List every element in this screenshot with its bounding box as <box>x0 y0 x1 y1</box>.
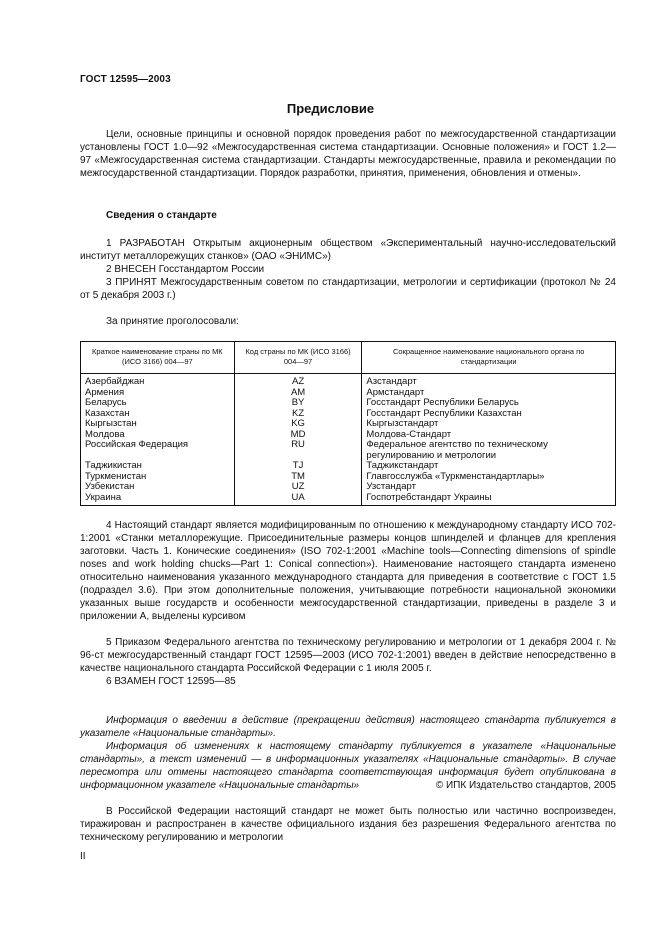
country-cell: Армения <box>81 388 235 399</box>
code-cell: KG <box>234 419 362 430</box>
body-cell: Госстандарт Республики Беларусь <box>362 398 616 409</box>
country-cell: Казахстан <box>81 409 235 420</box>
body-cell: Главгосслужба «Туркменстандартлары» <box>362 472 616 483</box>
copyright-line: © ИПК Издательство стандартов, 2005 <box>435 780 616 791</box>
item-2-paragraph: 2 ВНЕСЕН Госстандартом России <box>106 264 265 275</box>
body-cell: Федеральное агентство по техническому регулированию и метрологии <box>362 440 616 461</box>
country-cell: Кыргызстан <box>81 419 235 430</box>
country-cell: Молдова <box>81 430 235 441</box>
country-cell: Таджикистан <box>81 461 235 472</box>
body-cell: Узстандарт <box>362 482 616 493</box>
country-cell: Украина <box>81 493 235 506</box>
country-cell: Беларусь <box>81 398 235 409</box>
body-cell: Таджикстандарт <box>362 461 616 472</box>
column-header-body: Сокращенное наименование национального органа по стандартизации <box>362 342 616 374</box>
item-6-paragraph: 6 ВЗАМЕН ГОСТ 12595—85 <box>106 676 236 687</box>
code-cell: UZ <box>234 482 362 493</box>
code-cell: AM <box>234 388 362 399</box>
voting-states-table <box>80 341 616 506</box>
body-cell: Кыргызстандарт <box>362 419 616 430</box>
table-header-row <box>81 342 616 374</box>
document-id: ГОСТ 12595—2003 <box>80 74 171 85</box>
code-cell: TJ <box>234 461 362 472</box>
voted-label: За принятие проголосовали: <box>106 316 239 327</box>
country-cell: Туркменистан <box>81 472 235 483</box>
item-5-paragraph: 5 Приказом Федерального агентства по техническому регулированию и метрологии от 1 декабря 2004 г. № 96-ст межгосударственный стандарт ГОСТ 12595—2003 (ИСО 702-1:2001) введен в действие непосредственно в качестве национального стандарта Российской Федерации с 1 июля 2005 г. <box>80 637 616 674</box>
page-number: II <box>80 851 86 862</box>
table-row <box>81 440 616 461</box>
country-cell: Российская Федерация <box>81 440 235 461</box>
notice-changes-paragraph: Информация об изменениях к настоящему стандарту публикуется в указателе «Национальные стандарты», а текст изменений — в информационных указателях «Национальные стандарты». В случае пересмотра или отмены настоящего стандарта соответствующая информация будет опубликована в информационном указателе «Национальные стандарты» <box>80 741 616 791</box>
page-title: Предисловие <box>286 101 375 116</box>
table-row <box>81 409 616 420</box>
code-cell: MD <box>234 430 362 441</box>
code-cell: UA <box>234 493 362 506</box>
table-row <box>81 374 616 388</box>
intro-paragraph: Цели, основные принципы и основной порядок проведения работ по межгосударственной стандартизации установлены ГОСТ 1.0—92 «Межгосударственная система стандартизации. Основные положения» и ГОСТ 1.2—97 «Межгосударственная система стандартизации. Стандарты межгосударственные, правила и рекомендации по межгосударственной стандартизации. Порядок разработки, принятия, применения, обновления и отмены». <box>80 129 616 179</box>
body-cell: Госстандарт Республики Казахстан <box>362 409 616 420</box>
table-row <box>81 461 616 472</box>
code-cell: BY <box>234 398 362 409</box>
body-cell: Армстандарт <box>362 388 616 399</box>
notice-introduction-paragraph: Информация о введении в действие (прекращении действия) настоящего стандарта публикуется в указателе «Национальные стандарты». <box>80 715 616 739</box>
table-row <box>81 493 616 506</box>
country-cell: Узбекистан <box>81 482 235 493</box>
info-heading: Сведения о стандарте <box>106 210 217 221</box>
column-header-code: Код страны по МК (ИСО 3166) 004—97 <box>234 342 362 374</box>
table-row <box>81 388 616 399</box>
code-cell: RU <box>234 440 362 461</box>
table-row <box>81 398 616 409</box>
code-cell: TM <box>234 472 362 483</box>
column-header-country: Краткое наименование страны по МК (ИСО 3166) 004—97 <box>81 342 235 374</box>
body-cell: Азстандарт <box>362 374 616 388</box>
body-cell: Госпотребстандарт Украины <box>362 493 616 506</box>
code-cell: AZ <box>234 374 362 388</box>
item-3-paragraph: 3 ПРИНЯТ Межгосударственным советом по стандартизации, метрологии и сертификации (протокол № 24 от 5 декабря 2003 г.) <box>80 277 616 301</box>
table-row <box>81 419 616 430</box>
body-cell: Молдова-Стандарт <box>362 430 616 441</box>
table-row <box>81 472 616 483</box>
code-cell: KZ <box>234 409 362 420</box>
country-cell: Азербайджан <box>81 374 235 388</box>
rights-paragraph: В Российской Федерации настоящий стандарт не может быть полностью или частично воспроизведен, тиражирован и распространен в качестве официального издания без разрешения Федерального агентства по техническому регулированию и метрологии <box>80 806 616 843</box>
table-row <box>81 482 616 493</box>
item-4-paragraph: 4 Настоящий стандарт является модифицированным по отношению к международному стандарту ИСО 702-1:2001 «Станки металлорежущие. Присоединительные размеры концов шпинделей и фланцев для крепления заготовки. Часть 1. Конические соединения» (ISO 702-1:2001 «Machine tools—Connecting dimensions of spindle noses and work holding chucks—Part 1: Conical connection»). Наименование настоящего стандарта изменено относительно наименования указанного международного стандарта для приведения в соответствие с ГОСТ 1.5 (подраздел 3.6). При этом дополнительные положения, учитывающие потребности национальной экономики указанных выше государств и особенности межгосударственной стандартизации, приведены в разделе 3 и приложении А, выделены курсивом <box>80 520 616 622</box>
item-1-paragraph: 1 РАЗРАБОТАН Открытым акционерным обществом «Экспериментальный научно-исследовательский институт металлорежущих станков» (ОАО «ЭНИМС») <box>80 238 616 262</box>
